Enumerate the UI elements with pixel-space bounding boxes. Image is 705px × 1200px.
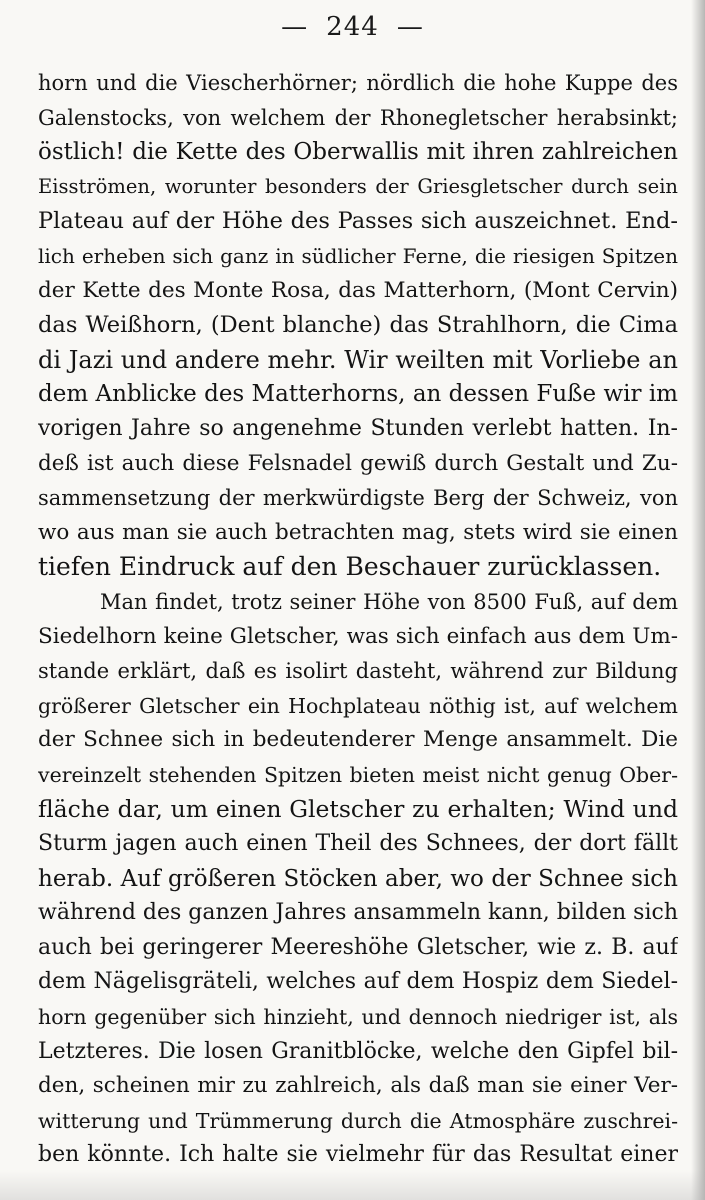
text-line: horn und die Viescherhörner; nördlich die hohe Kuppe des <box>38 71 678 95</box>
text-line: Letzteres. Die losen Granitblöcke, welche den Gipfel bil- <box>38 1038 678 1064</box>
text-line: Sturm jagen auch einen Theil des Schnees, der dort fällt <box>38 831 678 857</box>
text-line: Siedelhorn keine Gletscher, was sich einfach aus dem Um- <box>38 623 678 649</box>
text-line: fläche dar, um einen Gletscher zu erhalten; Wind und <box>38 795 678 824</box>
text-line: vereinzelt stehenden Spitzen bieten meist nicht genug Ober- <box>38 762 678 787</box>
text-line: dem Anblicke des Matterhorns, an dessen Fuße wir im <box>38 381 678 408</box>
text-line: während des ganzen Jahres ansammeln kann, bilden sich <box>38 900 678 926</box>
text-line: herab. Auf größeren Stöcken aber, wo der Schnee sich <box>38 865 678 892</box>
text-line: Galenstocks, von welchem der Rhonegletscher herabsinkt; <box>38 105 678 130</box>
text-line: lich erheben sich ganz in südlicher Ferne, die riesigen Spitzen <box>38 243 678 268</box>
body-text <box>38 66 678 1173</box>
text-line: horn gegenüber sich hinzieht, und dennoch niedriger ist, als <box>38 1005 678 1030</box>
text-line: vorigen Jahre so angenehme Stunden verlebt hatten. In- <box>38 415 678 441</box>
page-number-header <box>0 12 705 42</box>
paragraph-end-line: tiefen Eindruck auf den Beschauer zurücklassen. <box>38 552 662 582</box>
text-line: größerer Gletscher ein Hochplateau nöthig ist, auf welchem <box>38 693 678 718</box>
text-line: dem Nägelisgräteli, welches auf dem Hospiz dem Siedel- <box>38 969 678 995</box>
text-line: den, scheinen mir zu zahlreich, als daß man sie einer Ver- <box>38 1073 678 1099</box>
text-line: das Weißhorn, (Dent blanche) das Strahlhorn, die Cima <box>38 312 678 339</box>
text-line: wo aus man sie auch betrachten mag, stets wird sie einen <box>38 519 678 545</box>
text-line: witterung und Trümmerung durch die Atmosphäre zuschrei- <box>38 1108 678 1133</box>
page-edge-shadow <box>691 0 705 1200</box>
text-line: östlich! die Kette des Oberwallis mit ihren zahlreichen <box>38 139 678 166</box>
text-line: deß ist auch diese Felsnadel gewiß durch Gestalt und Zu- <box>38 450 678 476</box>
text-line: sammensetzung der merkwürdigste Berg der Schweiz, von <box>38 486 678 511</box>
paragraph-start-line: Man findet, trotz seiner Höhe von 8500 Fuß, auf dem <box>100 589 678 614</box>
text-line: der Schnee sich in bedeutenderer Menge ansammelt. Die <box>38 727 678 753</box>
page-bottom-shade <box>0 1170 705 1200</box>
text-line: Eisströmen, worunter besonders der Griesgletscher durch sein <box>38 174 678 198</box>
text-line: der Kette des Monte Rosa, das Matterhorn, (Mont Cervin) <box>38 277 678 303</box>
text-line: di Jazi und andere mehr. Wir weilten mit Vorliebe an <box>38 345 678 374</box>
text-line: auch bei geringerer Meereshöhe Gletscher, wie z. B. auf <box>38 934 678 960</box>
text-line: ben könnte. Ich halte sie vielmehr für das Resultat einer <box>38 1142 678 1168</box>
header-dash-right: — <box>396 12 424 42</box>
text-line: stande erklärt, daß es isolirt dasteht, während zur Bildung <box>38 659 678 684</box>
page-number: 244 <box>326 12 379 42</box>
text-line: Plateau auf der Höhe des Passes sich auszeichnet. End- <box>38 208 678 235</box>
header-dash-left: — <box>281 12 309 42</box>
